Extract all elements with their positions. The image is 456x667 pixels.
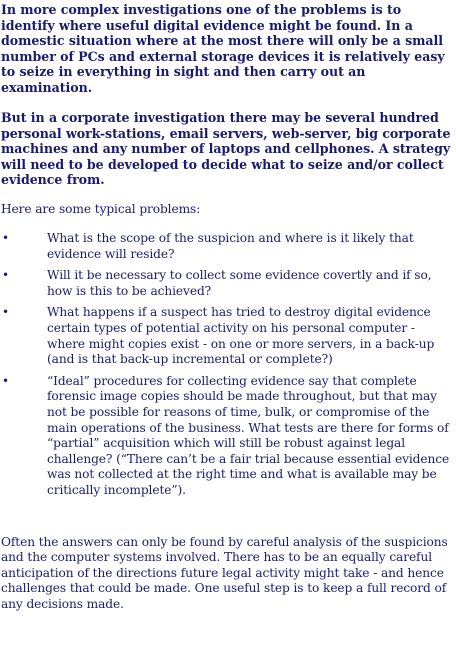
problem-text: What is the scope of the suspicion and where is it likely that evidence will reside? xyxy=(47,231,414,261)
closing-paragraph: Often the answers can only be found by careful analysis of the suspicions and the computer systems involved. There has to be an equally careful anticipation of the directions future legal activity might take - and hence challenges that could be made. One useful step is to keep a full record of any decisions made. xyxy=(1,534,448,611)
intro-paragraph: In more complex investigations one of the problems is to identify where useful digital evidence might be found. In a domestic situation where at the most there will only be a small number of PCs and external storage devices it is relatively easy to seize in everything in sight and then carry out an examination. xyxy=(1,2,445,95)
corporate-paragraph: But in a corporate investigation there may be several hundred personal work-stations, email servers, web-server, big corporate machines and any number of laptops and cellphones. A strategy will need to be developed to decide what to seize and/or collect evidence from. xyxy=(1,110,451,187)
bullet-icon: • xyxy=(2,373,9,388)
bullet-icon: • xyxy=(2,305,9,320)
document-page xyxy=(1,2,453,613)
list-item xyxy=(1,231,453,262)
bullet-icon: • xyxy=(2,268,9,283)
spacer xyxy=(1,217,453,231)
bullet-icon: • xyxy=(2,231,9,246)
spacer xyxy=(1,188,453,202)
problems-list xyxy=(1,231,453,499)
list-item xyxy=(1,305,453,367)
problem-text: What happens if a suspect has tried to destroy digital evidence certain types of potential activity on his personal computer - where might copies exist - on one or more servers, in a back-up (and is that back-up incremental or complete?) xyxy=(47,305,435,367)
problem-text: “Ideal” procedures for collecting evidence say that complete forensic image copies should be made throughout, but that may not be possible for reasons of time, bulk, or compromise of the main operations of the business. What tests are there for forms of “partial” acquisition which will still be robust against legal challenge? (“There can’t be a fair trial because essential evidence was not collected at the right time and what is available may be critically incomplete”). xyxy=(47,373,450,497)
spacer xyxy=(1,505,453,535)
spacer xyxy=(1,95,453,110)
list-item xyxy=(1,268,453,299)
list-item xyxy=(1,374,453,499)
problem-text: Will it be necessary to collect some evidence covertly and if so, how is this to be achieved? xyxy=(47,268,432,298)
problems-heading: Here are some typical problems: xyxy=(1,201,201,216)
